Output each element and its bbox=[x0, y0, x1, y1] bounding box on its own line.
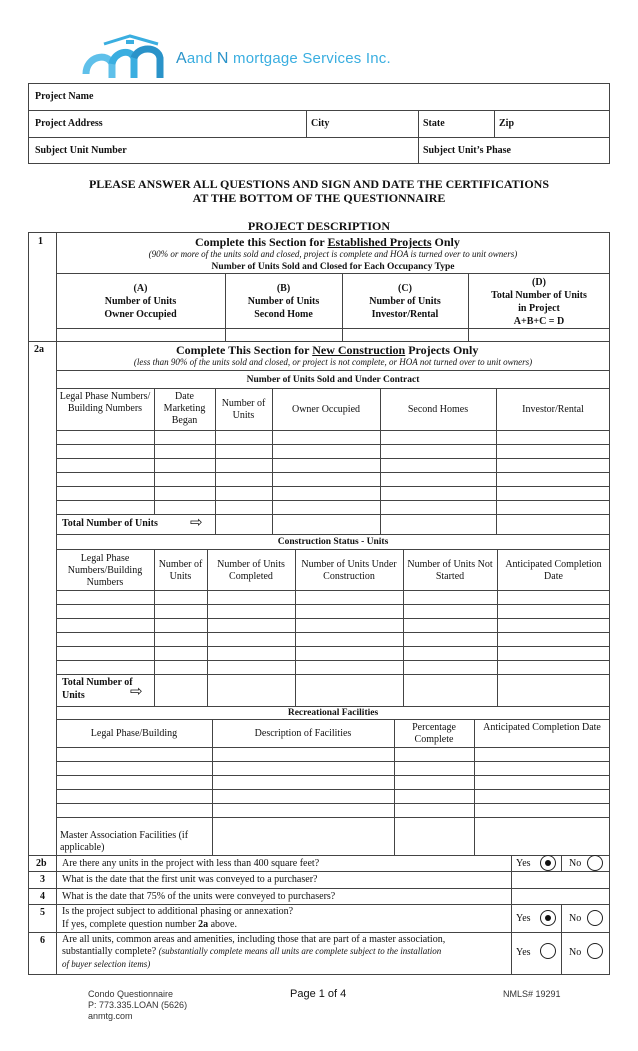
rec-col-description: Description of Facilities bbox=[254, 728, 352, 739]
q3-number: 3 bbox=[40, 874, 45, 885]
q3-text: What is the date that the first unit was conveyed to a purchaser? bbox=[62, 874, 318, 885]
q6-yes-label: Yes bbox=[516, 947, 531, 958]
sold-col-investor-rental: Investor/Rental bbox=[522, 404, 584, 415]
footer-doc-title: Condo Questionnaire bbox=[88, 989, 174, 999]
q2b-no-label: No bbox=[569, 858, 582, 869]
q2b-yes-radio[interactable] bbox=[540, 855, 556, 871]
q6-no-label: No bbox=[569, 947, 582, 958]
q2b-text: Are there any units in the project with less than 400 square feet? bbox=[62, 858, 320, 869]
construction-table-title: Construction Status - Units bbox=[277, 537, 389, 547]
col-a-header: (A) Number of Units Owner Occupied bbox=[104, 283, 177, 320]
sold-table-title: Number of Units Sold and Under Contract bbox=[246, 375, 420, 385]
q6-yes-radio[interactable] bbox=[540, 943, 556, 959]
project-address-field[interactable]: Project Address bbox=[35, 118, 103, 129]
sold-col-second-homes: Second Homes bbox=[407, 404, 469, 415]
q2b-number: 2b bbox=[36, 858, 47, 869]
company-name: Aand N mortgage Services Inc. bbox=[176, 50, 391, 67]
section-2a-title: Complete This Section for New Construction Projects Only bbox=[176, 343, 479, 357]
sold-col-legal-phase: Legal Phase Numbers/ Building Numbers bbox=[59, 391, 151, 414]
footer-page-number: Page 1 of 4 bbox=[290, 988, 347, 1000]
footer-phone: P: 773.335.LOAN (5626) bbox=[88, 1000, 188, 1010]
construction-col-number-units: Number of Units bbox=[158, 559, 203, 582]
section-1-title: Complete this Section for Established Projects Only bbox=[195, 235, 460, 249]
construction-col-completion-date: Anticipated Completion Date bbox=[505, 559, 602, 582]
construction-col-completed: Number of Units Completed bbox=[217, 559, 285, 582]
right-arrow-icon: ⇨ bbox=[130, 684, 143, 700]
subject-unit-number-field[interactable]: Subject Unit Number bbox=[35, 145, 127, 156]
q2b-yes-label: Yes bbox=[516, 858, 531, 869]
q5-yes-radio[interactable] bbox=[540, 910, 556, 926]
footer-nmls: NMLS# 19291 bbox=[503, 989, 561, 999]
master-association-label: Master Association Facilities (if applicable) bbox=[60, 830, 189, 853]
q6-no-radio[interactable] bbox=[587, 943, 603, 959]
construction-col-legal-phase: Legal Phase Numbers/Building Numbers bbox=[67, 553, 143, 588]
q5-yes-label: Yes bbox=[516, 913, 531, 924]
company-logo bbox=[82, 34, 172, 82]
q6-number: 6 bbox=[40, 935, 45, 946]
instructions-line1: PLEASE ANSWER ALL QUESTIONS AND SIGN AND DATE THE CERTIFICATIONS bbox=[88, 177, 550, 191]
q4-number: 4 bbox=[40, 891, 45, 902]
q6-text: Are all units, common areas and amenities, including those that are part of a master association, bbox=[62, 934, 446, 945]
q5-text2: If yes, complete question number 2a above. bbox=[62, 919, 237, 930]
city-field[interactable]: City bbox=[311, 118, 330, 129]
sold-col-date-marketing: Date Marketing Began bbox=[163, 391, 206, 426]
col-b-header: (B) Number of Units Second Home bbox=[247, 283, 320, 320]
q2b-no-radio[interactable] bbox=[587, 855, 603, 871]
section-1-note: (90% or more of the units sold and closed, project is complete and HOA is turned over to unit owners) bbox=[148, 249, 518, 259]
construction-col-not-started: Number of Units Not Started bbox=[407, 559, 493, 582]
q5-text: Is the project subject to additional phasing or annexation? bbox=[62, 906, 294, 917]
q6-text2: substantially complete? (substantially complete means all units are complete subject to the installation bbox=[62, 946, 442, 957]
section-1-number: 1 bbox=[38, 236, 43, 247]
footer-website: anmtg.com bbox=[88, 1011, 133, 1021]
instructions-line2: AT THE BOTTOM OF THE QUESTIONNAIRE bbox=[192, 191, 446, 205]
col-d-header: (D) Total Number of Units in Project A+B+C = D bbox=[491, 277, 587, 327]
sold-col-owner-occupied: Owner Occupied bbox=[291, 404, 361, 415]
right-arrow-icon: ⇨ bbox=[190, 515, 203, 531]
q6-text3: of buyer selection items) bbox=[62, 959, 151, 969]
q5-no-label: No bbox=[569, 913, 582, 924]
project-name-field[interactable]: Project Name bbox=[35, 91, 94, 102]
q4-text: What is the date that 75% of the units were conveyed to purchasers? bbox=[62, 891, 336, 902]
rec-table-title: Recreational Facilities bbox=[287, 708, 379, 718]
q5-number: 5 bbox=[40, 907, 45, 918]
construction-col-under-construction: Number of Units Under Construction bbox=[301, 559, 397, 582]
rec-col-legal-phase: Legal Phase/Building bbox=[90, 728, 178, 739]
project-description-title: PROJECT DESCRIPTION bbox=[247, 219, 391, 233]
sold-col-number-units: Number of Units bbox=[221, 398, 266, 421]
section-2a-number: 2a bbox=[34, 344, 44, 355]
col-c-header: (C) Number of Units Investor/Rental bbox=[369, 283, 441, 320]
construction-total-units-label: Total Number of Units bbox=[62, 677, 133, 701]
section-1-subtitle: Number of Units Sold and Closed for Each Occupancy Type bbox=[211, 262, 455, 272]
state-field[interactable]: State bbox=[423, 118, 445, 129]
subject-unit-phase-field[interactable]: Subject Unit’s Phase bbox=[423, 145, 511, 156]
rec-col-completion-date: Anticipated Completion Date bbox=[483, 722, 601, 733]
section-2a-note: (less than 90% of the units sold and closed, or project is not complete, or HOA not turned over to unit owners) bbox=[133, 357, 533, 367]
q5-no-radio[interactable] bbox=[587, 910, 603, 926]
sold-total-units-label: Total Number of Units bbox=[62, 518, 158, 529]
zip-field[interactable]: Zip bbox=[499, 118, 515, 129]
rec-col-percentage: Percentage Complete bbox=[412, 722, 456, 745]
